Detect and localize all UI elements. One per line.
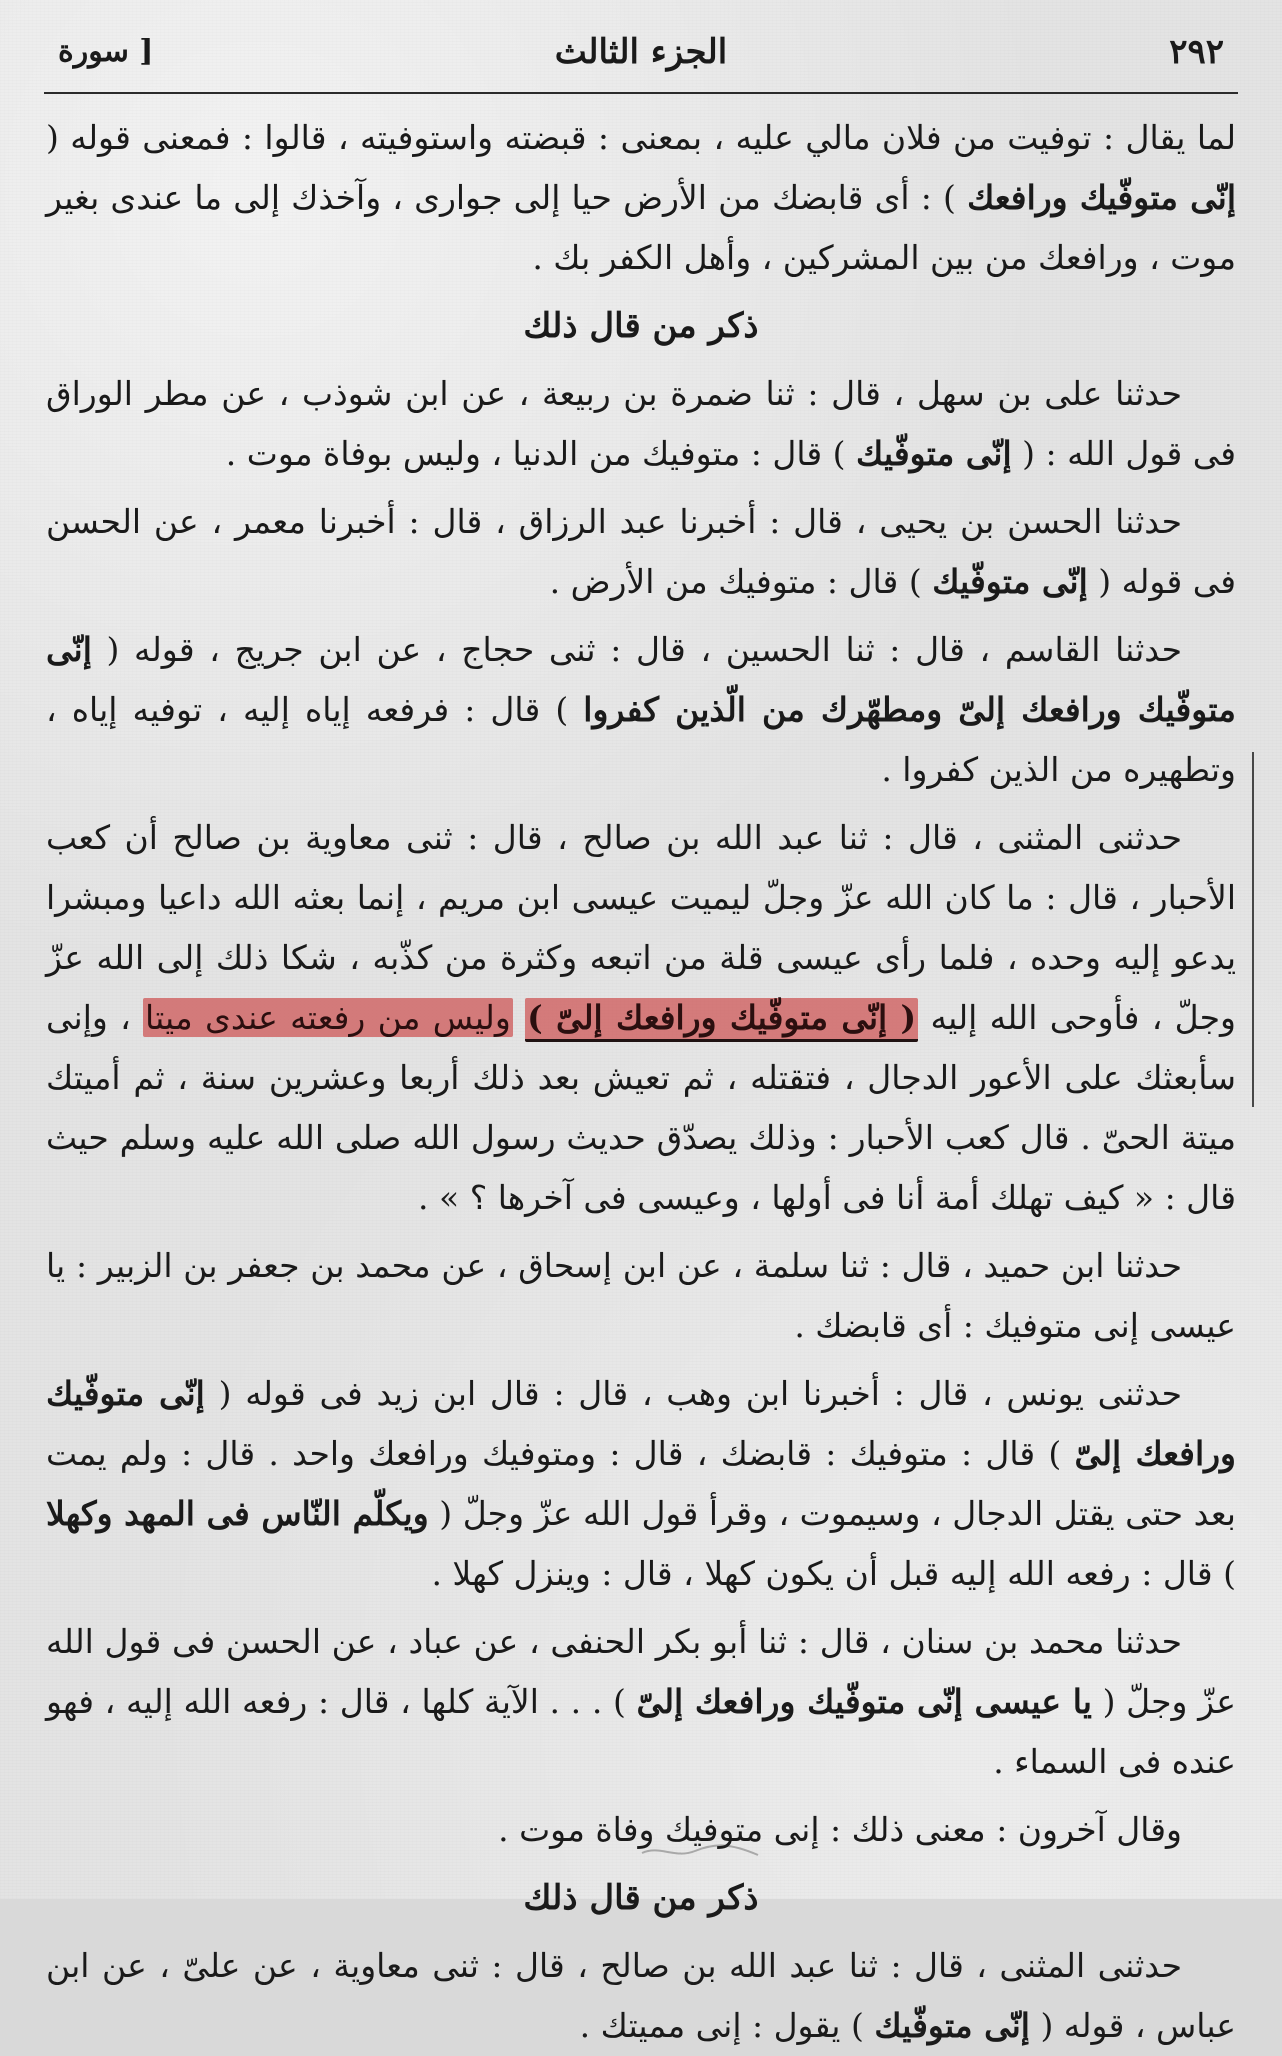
footer-scribble xyxy=(640,1841,760,1861)
paragraph-1-b: ) : أى قابضك من الأرض حيا إلى جوارى ، وآخذك إلى ما عندى بغير موت ، ورافعك من بين المشركين ، وأهل الكفر بك . xyxy=(46,178,1236,277)
running-title: الجزء الثالث xyxy=(554,32,728,72)
paragraph-1-a: لما يقال : توفيت من فلان مالي عليه ، بمعنى : قبضته واستوفيته ، قالوا : فمعنى قوله ( xyxy=(46,118,1237,157)
paragraph-10-b: ) يقول : إنى مميتك . xyxy=(579,2006,864,2045)
paragraph-8-a: حدثنا محمد بن سنان ، قال : ثنا أبو بكر الحنفى ، عن عباد ، عن الحسن فى قول الله عزّ وجلّ ( xyxy=(46,1622,1236,1721)
paragraph-2-b: ) قال : متوفيك من الدنيا ، وليس بوفاة موت . xyxy=(225,434,846,473)
paragraph-6: حدثنا ابن حميد ، قال : ثنا سلمة ، عن ابن إسحاق ، عن محمد بن جعفر بن الزبير : يا عيسى إنى متوفيك : أى قابضك . xyxy=(46,1246,1236,1345)
paragraph-3 xyxy=(46,492,1236,612)
paragraph-7-c: ) قال : رفعه الله إليه قبل أن يكون كهلا ، قال : وينزل كهلا . xyxy=(431,1554,1236,1593)
paragraph-7 xyxy=(46,1364,1236,1604)
paragraph-2 xyxy=(46,364,1236,484)
page-header xyxy=(0,22,1282,92)
quran-quote-1: إنّى متوفّيك ورافعك xyxy=(967,178,1236,217)
paragraph-10 xyxy=(46,1936,1236,2056)
paragraph-7-b: ) قال : متوفيك : قابضك ، قال : ومتوفيك ورافعك واحد . قال : ولم يمت بعد حتى يقتل الدجال ، وسيموت ، وقرأ قول الله عزّ وجلّ ( xyxy=(46,1434,1236,1533)
surah-label: [ سورة xyxy=(58,34,154,69)
quran-quote-3: إنّى متوفّيك xyxy=(932,562,1088,601)
highlighted-quran-quote: ( إنّى متوفّيك ورافعك إلىّ ) xyxy=(525,998,918,1042)
quran-quote-10: إنّى متوفّيك xyxy=(874,2006,1030,2045)
paragraph-2-a: حدثنا على بن سهل ، قال : ثنا ضمرة بن ربيعة ، عن ابن شوذب ، عن مطر الوراق فى قول الله : ( xyxy=(46,374,1236,473)
section-title-1: ذكر من قال ذلك xyxy=(523,306,759,346)
paragraph-4 xyxy=(46,620,1236,800)
quran-quote-4: إنّى متوفّيك ورافعك إلىّ ومطهّرك من الّذين كفروا xyxy=(46,630,1236,729)
margin-rule xyxy=(1252,752,1254,1107)
quran-quote-7a: إنّى متوفّيك ورافعك إلىّ xyxy=(46,1374,1236,1473)
quran-quote-2: إنّى متوفّيك xyxy=(856,434,1012,473)
quran-quote-8: يا عيسى إنّى متوفّيك ورافعك إلىّ xyxy=(636,1682,1092,1721)
paragraph-9: وقال آخرون : معنى ذلك : إنى متوفيك وفاة موت . xyxy=(498,1810,1182,1849)
paragraph-8-b: ) . . . الآية كلها ، قال : رفعه الله إليه ، فهو عنده فى السماء . xyxy=(46,1682,1236,1781)
page-body xyxy=(46,108,1237,2045)
paragraph-5 xyxy=(46,808,1236,1228)
paragraph-7-a: حدثنى يونس ، قال : أخبرنا ابن وهب ، قال : قال ابن زيد فى قوله ( xyxy=(218,1374,1183,1413)
page-number: ٢٩٢ xyxy=(1169,32,1224,72)
highlighted-phrase: وليس من رفعته عندى ميتا xyxy=(145,998,511,1037)
paragraph-10-a: حدثنى المثنى ، قال : ثنا عبد الله بن صالح ، قال : ثنى معاوية ، عن علىّ ، عن ابن عباس ، قوله ( xyxy=(46,1946,1236,2045)
paragraph-3-a: حدثنا الحسن بن يحيى ، قال : أخبرنا عبد الرزاق ، قال : أخبرنا معمر ، عن الحسن فى قوله ( xyxy=(46,502,1236,601)
paragraph-8 xyxy=(46,1612,1236,1792)
section-title-2: ذكر من قال ذلك xyxy=(523,1878,759,1918)
paragraph-3-b: ) قال : متوفيك من الأرض . xyxy=(549,562,922,601)
paragraph-4-b: ) قال : فرفعه إياه إليه ، توفيه إياه ، وتطهيره من الذين كفروا . xyxy=(46,690,1236,789)
paragraph-5-b: ، وإنى سأبعثك على الأعور الدجال ، فتقتله ، ثم تعيش بعد ذلك أربعا وعشرين سنة ، ثم أميتك ميتة الحىّ . قال كعب الأحبار : وذلك يصدّق حديث رسول الله صلى الله عليه وسلم حيث قال : « كيف تهلك أمة أنا فى أولها ، وعيسى فى آخرها ؟ » . xyxy=(46,998,1236,1217)
header-rule xyxy=(44,92,1238,94)
paragraph-5-a: حدثنى المثنى ، قال : ثنا عبد الله بن صالح ، قال : ثنى معاوية بن صالح أن كعب الأحبار ، قال : ما كان الله عزّ وجلّ ليميت عيسى ابن مريم ، إنما بعثه الله داعيا ومبشرا يدعو إليه وحده ، فلما رأى عيسى قلة من اتبعه وكثرة من كذّبه ، شكا ذلك إلى الله عزّ وجلّ ، فأوحى الله إليه xyxy=(46,818,1236,1037)
paragraph-4-a: حدثنا القاسم ، قال : ثنا الحسين ، قال : ثنى حجاج ، عن ابن جريج ، قوله ( xyxy=(106,630,1182,669)
paragraph-1 xyxy=(46,108,1236,288)
quran-quote-7b: ويكلّم النّاس فى المهد وكهلا xyxy=(46,1494,429,1533)
